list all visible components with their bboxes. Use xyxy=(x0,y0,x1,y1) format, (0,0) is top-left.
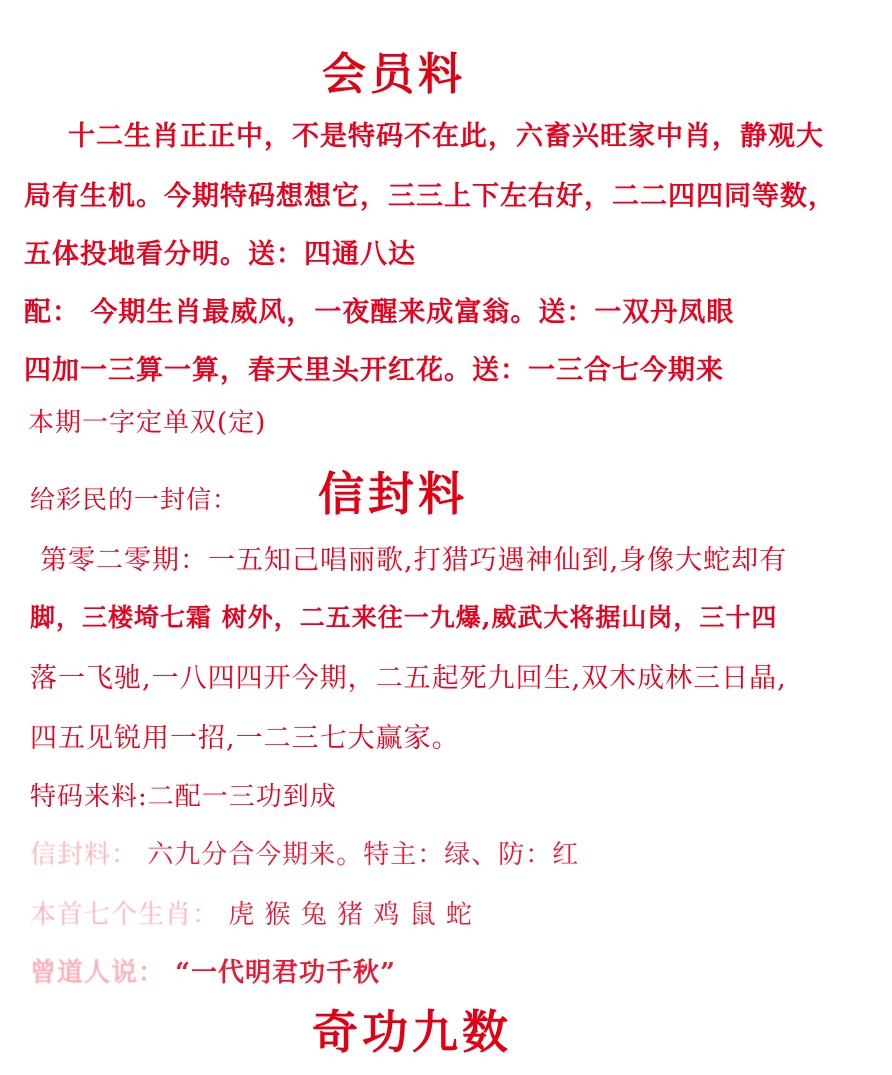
section1-line: 十二生肖正正中，不是特码不在此，六畜兴旺家中肖，静观大 xyxy=(68,121,824,152)
faded-row-text: 虎 猴 兔 猪 鸡 鼠 蛇 xyxy=(228,900,473,930)
section1-title: 会员料 xyxy=(322,49,466,100)
faded-row-label: 信封料： xyxy=(30,840,139,870)
section2-line: 四五见锐用一招,一二三七大赢家。 xyxy=(30,723,460,754)
section1-line: 本期一字定单双(定) xyxy=(28,408,267,438)
faded-row-label: 本首七个生肖： xyxy=(30,900,220,930)
faded-row xyxy=(30,894,473,931)
section1-line: 配： 今期生肖最威风，一夜醒来成富翁。送：一双丹凤眼 xyxy=(24,297,735,328)
faded-row-label: 曾道人说： xyxy=(30,958,166,988)
faded-row-text: “一代明君功千秋” xyxy=(175,958,396,988)
faded-row-text: 六九分合今期来。特主：绿、防：红 xyxy=(147,840,580,870)
footer-title: 奇功九数 xyxy=(312,1005,512,1059)
letter-intro: 给彩民的一封信： xyxy=(30,485,239,514)
section1-line: 局有生机。今期特码想想它，三三上下左右好，二二四四同等数， xyxy=(24,181,836,212)
section2-line: 特码来料:二配一三功到成 xyxy=(30,782,337,812)
faded-row xyxy=(30,952,396,989)
section1-line: 四加一三算一算，春天里头开红花。送：一三合七今期来 xyxy=(24,355,724,386)
faded-row xyxy=(30,834,579,871)
section2-line: 落一飞驰,一八四四开今期，二五起死九回生,双木成林三日晶, xyxy=(30,663,787,694)
section1-line: 五体投地看分明。送：四通八达 xyxy=(24,239,416,270)
section2-line: 第零二零期：一五知己唱丽歌,打猎巧遇神仙到,身像大蛇却有 xyxy=(40,545,788,576)
section2-title: 信封料 xyxy=(318,467,468,521)
section2-line: 脚，三楼埼七霜 树外，二五来往一九爆,威武大将据山岗，三十四 xyxy=(30,603,778,632)
